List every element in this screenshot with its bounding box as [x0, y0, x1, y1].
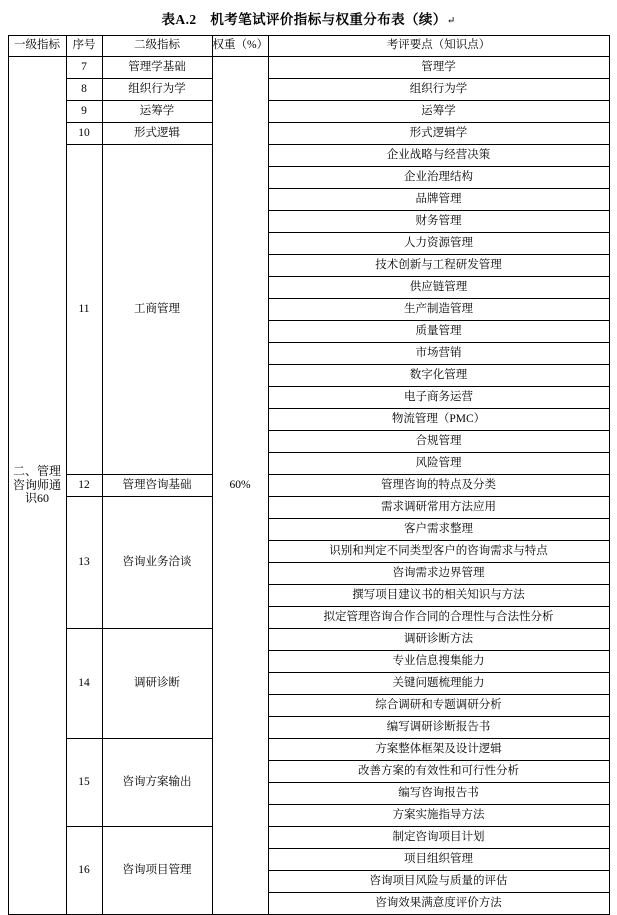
assessment-point: 合规管理 — [268, 431, 609, 453]
row-number: 14 — [66, 629, 102, 739]
assessment-point: 咨询效果满意度评价方法 — [268, 893, 609, 915]
row-number: 7 — [66, 57, 102, 79]
header-weight: 权重（%） — [212, 36, 268, 57]
level2-indicator: 形式逻辑 — [102, 123, 212, 145]
level2-indicator: 管理咨询基础 — [102, 475, 212, 497]
table-header-row — [8, 36, 609, 57]
assessment-point: 生产制造管理 — [268, 299, 609, 321]
assessment-point: 风险管理 — [268, 453, 609, 475]
assessment-point: 编写调研诊断报告书 — [268, 717, 609, 739]
level2-indicator: 调研诊断 — [102, 629, 212, 739]
header-number: 序号 — [66, 36, 102, 57]
table-row — [8, 79, 609, 101]
level2-indicator: 运筹学 — [102, 101, 212, 123]
assessment-point: 综合调研和专题调研分析 — [268, 695, 609, 717]
weight-value: 60% — [212, 57, 268, 915]
assessment-point: 组织行为学 — [268, 79, 609, 101]
table-row — [8, 497, 609, 519]
table-row — [8, 145, 609, 167]
assessment-point: 方案实施指导方法 — [268, 805, 609, 827]
row-number: 16 — [66, 827, 102, 915]
page-title-text: 表A.2 机考笔试评价指标与权重分布表（续） — [161, 12, 447, 27]
assessment-point: 改善方案的有效性和可行性分析 — [268, 761, 609, 783]
assessment-point: 项目组织管理 — [268, 849, 609, 871]
assessment-point: 市场营销 — [268, 343, 609, 365]
level2-indicator: 工商管理 — [102, 145, 212, 475]
assessment-point: 财务管理 — [268, 211, 609, 233]
table-row — [8, 101, 609, 123]
row-number: 11 — [66, 145, 102, 475]
assessment-point: 需求调研常用方法应用 — [268, 497, 609, 519]
assessment-point: 电子商务运营 — [268, 387, 609, 409]
header-points: 考评要点（知识点） — [268, 36, 609, 57]
assessment-point: 物流管理（PMC） — [268, 409, 609, 431]
table-row — [8, 475, 609, 497]
level2-indicator: 咨询项目管理 — [102, 827, 212, 915]
level2-indicator: 管理学基础 — [102, 57, 212, 79]
assessment-point: 供应链管理 — [268, 277, 609, 299]
indicator-weight-table — [8, 35, 610, 915]
assessment-point: 咨询需求边界管理 — [268, 563, 609, 585]
assessment-point: 关键问题梳理能力 — [268, 673, 609, 695]
table-row — [8, 123, 609, 145]
assessment-point: 品牌管理 — [268, 189, 609, 211]
level2-indicator: 咨询方案输出 — [102, 739, 212, 827]
assessment-point: 制定咨询项目计划 — [268, 827, 609, 849]
level2-indicator: 咨询业务洽谈 — [102, 497, 212, 629]
table-row — [8, 629, 609, 651]
assessment-point: 识别和判定不同类型客户的咨询需求与特点 — [268, 541, 609, 563]
assessment-point: 客户需求整理 — [268, 519, 609, 541]
page-title — [0, 8, 617, 28]
level1-indicator: 二、管理咨询师通识60 — [8, 57, 66, 915]
assessment-point: 数字化管理 — [268, 365, 609, 387]
row-number: 13 — [66, 497, 102, 629]
table-body — [8, 57, 609, 915]
assessment-point: 企业战略与经营决策 — [268, 145, 609, 167]
assessment-point: 撰写项目建议书的相关知识与方法 — [268, 585, 609, 607]
header-level2: 二级指标 — [102, 36, 212, 57]
row-number: 10 — [66, 123, 102, 145]
assessment-point: 管理学 — [268, 57, 609, 79]
level2-indicator: 组织行为学 — [102, 79, 212, 101]
row-number: 15 — [66, 739, 102, 827]
assessment-point: 方案整体框架及设计逻辑 — [268, 739, 609, 761]
assessment-point: 管理咨询的特点及分类 — [268, 475, 609, 497]
paragraph-mark: ↵ — [446, 15, 456, 27]
assessment-point: 运筹学 — [268, 101, 609, 123]
row-number: 8 — [66, 79, 102, 101]
table-row — [8, 827, 609, 849]
row-number: 9 — [66, 101, 102, 123]
assessment-point: 人力资源管理 — [268, 233, 609, 255]
assessment-point: 专业信息搜集能力 — [268, 651, 609, 673]
header-level1: 一级指标 — [8, 36, 66, 57]
assessment-point: 编写咨询报告书 — [268, 783, 609, 805]
assessment-point: 技术创新与工程研发管理 — [268, 255, 609, 277]
row-number: 12 — [66, 475, 102, 497]
assessment-point: 形式逻辑学 — [268, 123, 609, 145]
assessment-point: 拟定管理咨询合作合同的合理性与合法性分析 — [268, 607, 609, 629]
table-row — [8, 57, 609, 79]
assessment-point: 企业治理结构 — [268, 167, 609, 189]
document-page — [0, 8, 617, 909]
assessment-point: 咨询项目风险与质量的评估 — [268, 871, 609, 893]
table-header — [8, 36, 609, 57]
assessment-point: 质量管理 — [268, 321, 609, 343]
table-row — [8, 739, 609, 761]
assessment-point: 调研诊断方法 — [268, 629, 609, 651]
